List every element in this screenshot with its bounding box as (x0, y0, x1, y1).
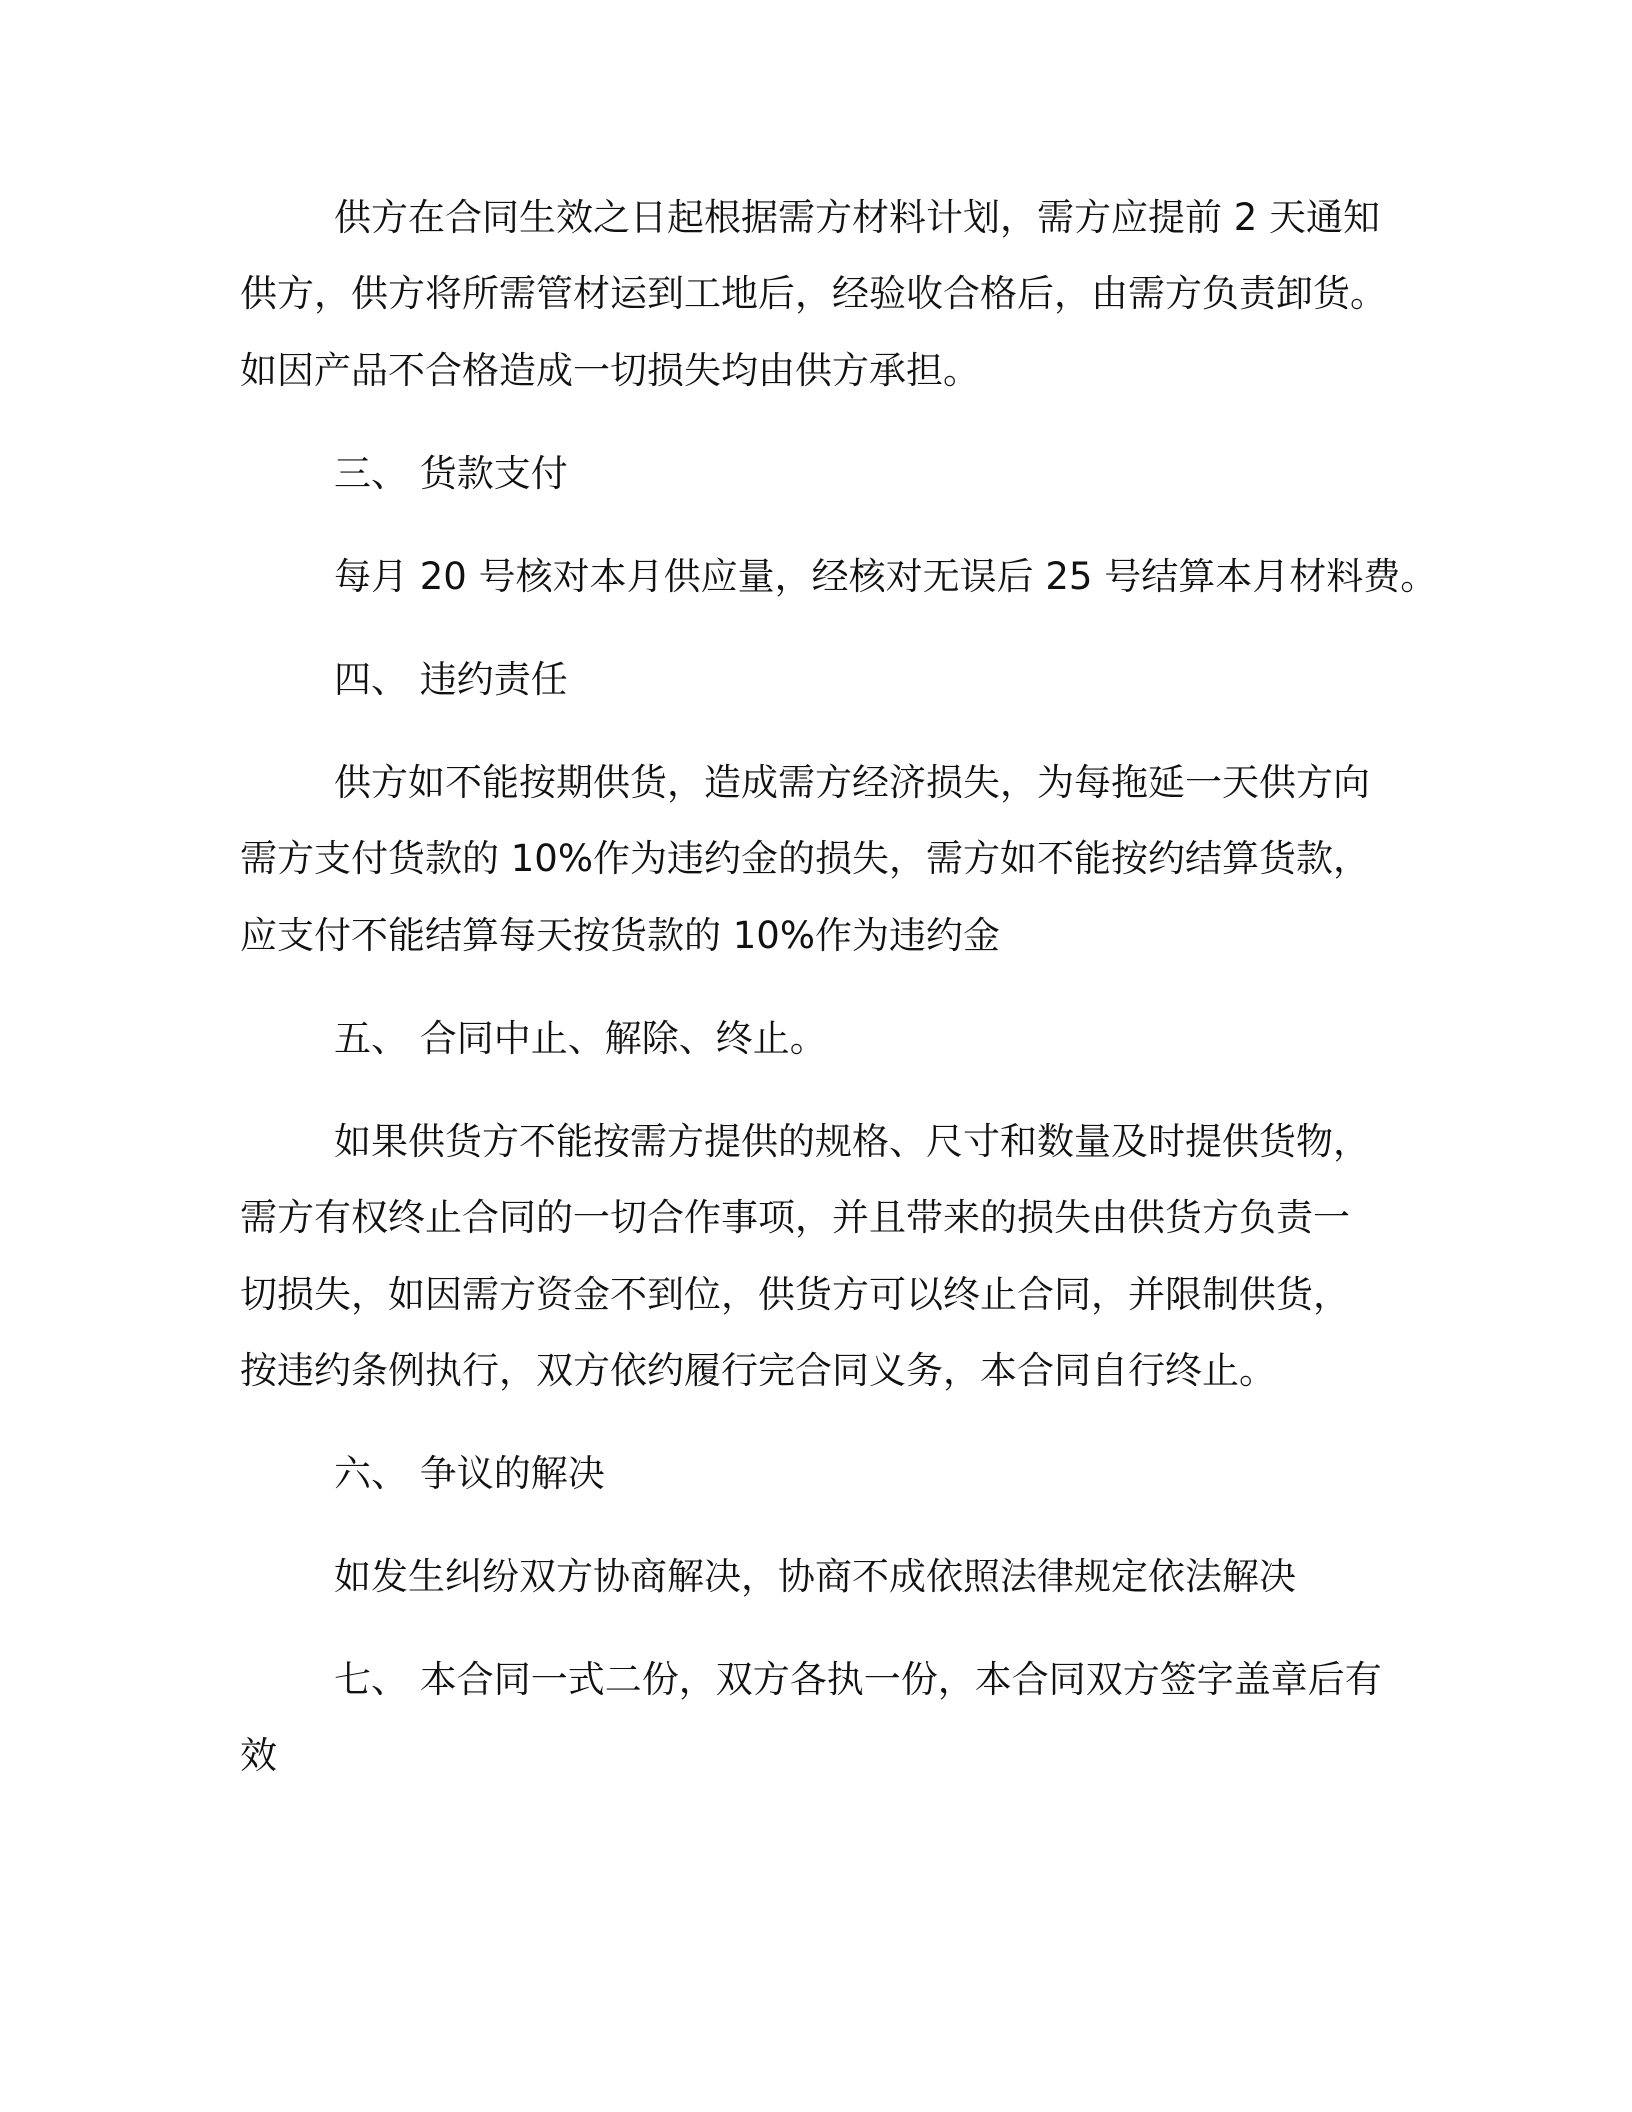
paragraph-termination-line-4: 按违约条例执行，双方依约履行完合同义务，本合同自行终止。 (240, 1349, 1276, 1392)
paragraph-breach-line-3: 应支付不能结算每天按货款的 10%作为违约金 (240, 914, 1000, 957)
paragraph-dispute: 如发生纠纷双方协商解决，协商不成依照法律规定依法解决 (334, 1555, 1296, 1598)
paragraph-termination-line-3: 切损失，如因需方资金不到位，供货方可以终止合同，并限制供货， (240, 1273, 1350, 1316)
section-heading-breach: 四、 违约责任 (334, 658, 568, 701)
section-copies-line-1: 七、 本合同一式二份，双方各执一份，本合同双方签字盖章后有 (334, 1658, 1382, 1701)
section-heading-dispute: 六、 争议的解决 (334, 1452, 605, 1495)
paragraph-payment: 每月 20 号核对本月供应量，经核对无误后 25 号结算本月材料费。 (334, 555, 1438, 598)
paragraph-termination-line-1: 如果供货方不能按需方提供的规格、尺寸和数量及时提供货物， (334, 1120, 1370, 1163)
paragraph-delivery-line-3: 如因产品不合格造成一切损失均由供方承担。 (240, 349, 980, 392)
paragraph-delivery-line-2: 供方，供方将所需管材运到工地后，经验收合格后，由需方负责卸货。 (240, 272, 1387, 315)
paragraph-termination-line-2: 需方有权终止合同的一切合作事项，并且带来的损失由供货方负责一 (240, 1196, 1350, 1239)
section-heading-termination: 五、 合同中止、解除、终止。 (334, 1017, 827, 1060)
section-copies-line-2: 效 (240, 1734, 277, 1777)
section-heading-payment: 三、 货款支付 (334, 452, 568, 495)
paragraph-breach-line-1: 供方如不能按期供货，造成需方经济损失，为每拖延一天供方向 (334, 761, 1370, 804)
paragraph-delivery-line-1: 供方在合同生效之日起根据需方材料计划，需方应提前 2 天通知 (334, 196, 1381, 239)
paragraph-breach-line-2: 需方支付货款的 10%作为违约金的损失，需方如不能按约结算货款， (240, 837, 1370, 880)
